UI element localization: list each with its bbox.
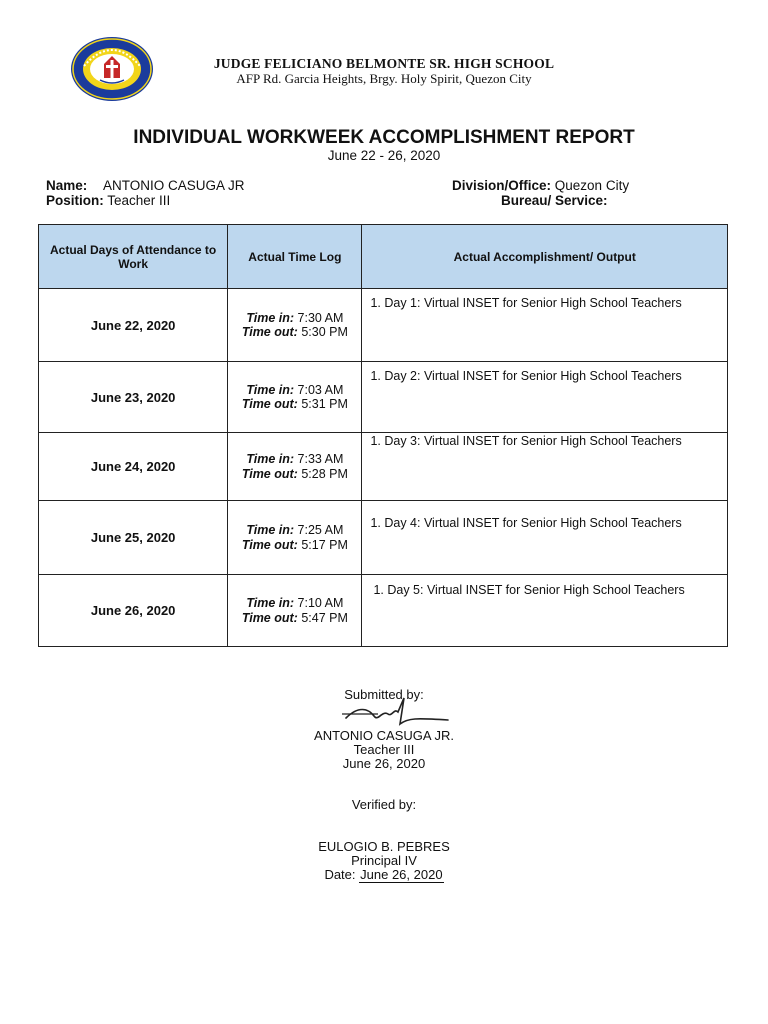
- employee-name: ANTONIO CASUGA JR: [103, 178, 245, 193]
- row-time-log: [228, 501, 362, 575]
- position-label: Position:: [46, 193, 104, 208]
- time-out-label: Time out:: [241, 397, 298, 411]
- time-in-value: 7:33 AM: [297, 452, 344, 466]
- signature-icon: [338, 688, 450, 730]
- row-date: June 23, 2020: [39, 362, 228, 433]
- table-row: [39, 501, 728, 575]
- time-out-label: Time out:: [241, 610, 298, 625]
- row-date: June 22, 2020: [39, 289, 228, 362]
- table-header-row: [39, 225, 728, 289]
- accomplishment-text: 1. Day 5: Virtual INSET for Senior High School Teachers: [373, 583, 685, 597]
- header-accomplishment: Actual Accomplishment/ Output: [362, 225, 728, 289]
- time-out-value: 5:47 PM: [301, 610, 348, 625]
- accomplishment-text: 1. Day 2: Virtual INSET for Senior High School Teachers: [370, 369, 682, 383]
- school-seal-icon: [70, 36, 154, 102]
- row-time-log: [228, 575, 362, 647]
- row-date: June 24, 2020: [39, 433, 228, 501]
- accomplishment-text: 1. Day 1: Virtual INSET for Senior High School Teachers: [370, 296, 682, 310]
- verified-by-name: EULOGIO B. PEBRES: [318, 839, 450, 854]
- submitted-date: June 26, 2020: [342, 756, 426, 771]
- time-out-label: Time out:: [241, 537, 298, 552]
- division-value: Quezon City: [554, 178, 630, 193]
- verified-by-label: Verified by:: [351, 797, 417, 812]
- employee-position: Teacher III: [107, 193, 171, 208]
- header-attendance: Actual Days of Attendance to Work: [39, 225, 228, 289]
- time-in-label: Time in:: [246, 452, 295, 466]
- time-out-value: 5:17 PM: [301, 537, 348, 552]
- row-time-log: [228, 433, 362, 501]
- time-out-label: Time out:: [241, 466, 298, 481]
- submitted-by-name: ANTONIO CASUGA JR.: [314, 728, 454, 743]
- time-in-label: Time in:: [246, 382, 295, 397]
- time-out-value: 5:31 PM: [301, 397, 348, 411]
- table-row: [39, 289, 728, 362]
- bureau-label: Bureau/ Service:: [501, 193, 608, 208]
- accomplishment-table: [38, 224, 728, 647]
- row-time-log: [228, 289, 362, 362]
- verified-date-line: [0, 867, 768, 883]
- time-out-value: 5:28 PM: [301, 466, 348, 481]
- header-time-log: Actual Time Log: [228, 225, 362, 289]
- school-name: JUDGE FELICIANO BELMONTE SR. HIGH SCHOOL: [213, 56, 555, 71]
- time-in-value: 7:25 AM: [297, 523, 344, 537]
- submitted-by-label: Submitted by:: [344, 687, 424, 702]
- row-accomplishment: [362, 433, 728, 501]
- name-label: Name:: [46, 178, 88, 193]
- table-row: [39, 362, 728, 433]
- row-date: June 25, 2020: [39, 501, 228, 575]
- division-label: Division/Office:: [452, 178, 552, 193]
- time-in-label: Time in:: [246, 310, 295, 325]
- row-accomplishment: [362, 362, 728, 433]
- row-accomplishment: [362, 289, 728, 362]
- school-address: AFP Rd. Garcia Heights, Brgy. Holy Spirit, Quezon City: [236, 71, 532, 86]
- submitted-by-position: Teacher III: [353, 742, 415, 757]
- time-in-value: 7:10 AM: [297, 596, 344, 610]
- report-title: INDIVIDUAL WORKWEEK ACCOMPLISHMENT REPORT: [133, 127, 635, 148]
- accomplishment-text: 1. Day 3: Virtual INSET for Senior High School Teachers: [370, 434, 682, 448]
- time-out-label: Time out:: [241, 325, 298, 339]
- employee-name-line: [46, 178, 245, 193]
- employee-position-line: [46, 193, 170, 208]
- verified-date-label: Date:: [324, 867, 356, 882]
- accomplishment-text: 1. Day 4: Virtual INSET for Senior High School Teachers: [370, 516, 682, 530]
- time-in-value: 7:03 AM: [297, 382, 344, 397]
- document-header: [0, 0, 768, 110]
- verified-by-position: Principal IV: [351, 853, 417, 868]
- row-date: June 26, 2020: [39, 575, 228, 647]
- table-row: [39, 575, 728, 647]
- bureau-line: [501, 193, 608, 208]
- time-in-label: Time in:: [246, 523, 295, 537]
- division-line: [452, 178, 629, 193]
- verified-date: June 26, 2020: [360, 867, 443, 882]
- time-out-value: 5:30 PM: [301, 325, 348, 339]
- report-period: June 22 - 26, 2020: [327, 148, 441, 163]
- row-accomplishment: [362, 501, 728, 575]
- row-accomplishment: [362, 575, 728, 647]
- time-in-value: 7:30 AM: [297, 310, 344, 325]
- table-row: [39, 433, 728, 501]
- row-time-log: [228, 362, 362, 433]
- time-in-label: Time in:: [246, 596, 295, 610]
